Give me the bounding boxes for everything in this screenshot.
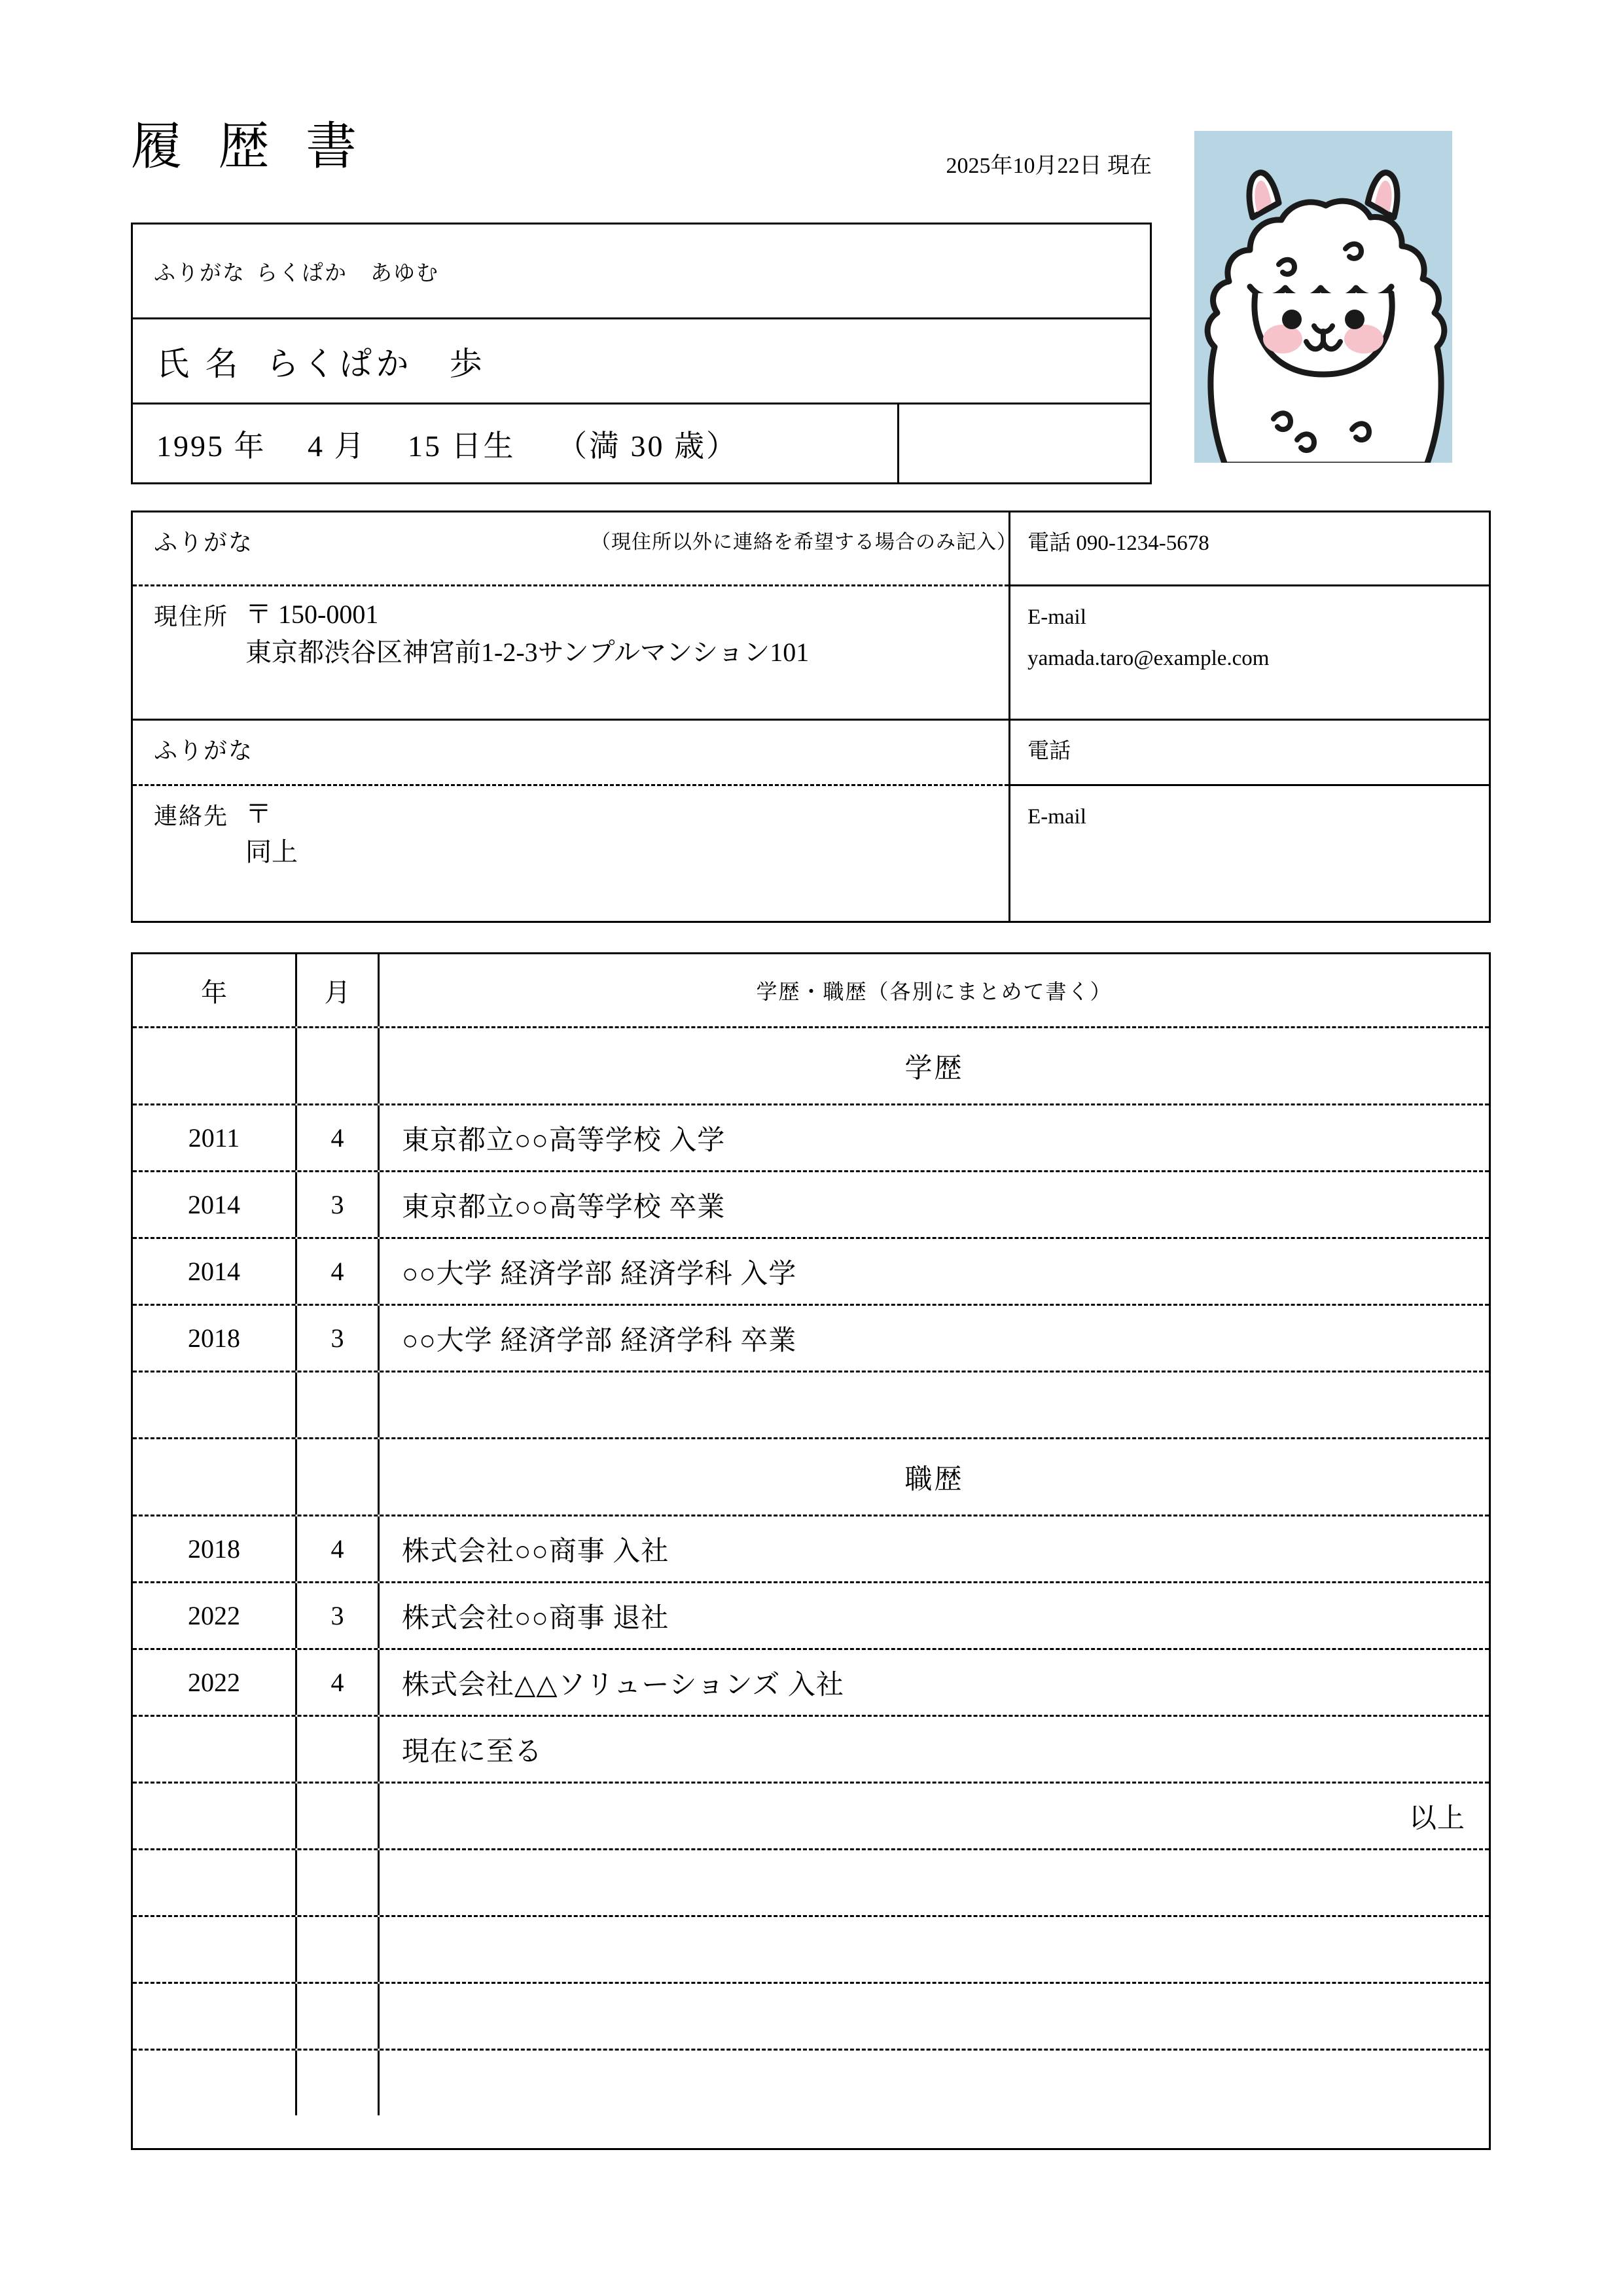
history-month-cell	[295, 2051, 378, 2115]
contact-furigana-row	[133, 719, 1489, 784]
name-value: らくぱか 歩	[266, 345, 486, 382]
table-row	[133, 1581, 1489, 1648]
history-month-cell: 4	[295, 1516, 378, 1581]
table-row	[133, 1304, 1489, 1371]
phone-primary-line	[1010, 512, 1209, 584]
history-year-cell: 2014	[188, 1257, 240, 1286]
history-description-cell: ○○大学 経済学部 経済学科 卒業	[378, 1306, 1489, 1371]
gender-stamp-cell	[897, 404, 1150, 482]
address-cell	[133, 584, 1008, 719]
history-month-cell	[295, 1917, 378, 1982]
history-description-cell: 東京都立○○高等学校 入学	[378, 1105, 1489, 1170]
contact-body	[228, 786, 298, 923]
history-month-cell	[295, 1439, 378, 1515]
phone-secondary-cell	[1008, 719, 1489, 784]
contact-note: （現住所以外に連絡を希望する場合のみ記入）	[591, 531, 1017, 553]
history-year-cell	[133, 1028, 295, 1103]
birthdate-cell	[133, 404, 897, 482]
history-description-cell: 東京都立○○高等学校 卒業	[378, 1172, 1489, 1237]
history-description-cell	[378, 1372, 1489, 1437]
birthdate-value: 1995 年 4 月 15 日生 （満 30 歳）	[156, 429, 738, 463]
history-description-cell: 株式会社△△ソリューションズ 入社	[378, 1650, 1489, 1715]
phone-primary-value: 090-1234-5678	[1076, 531, 1209, 555]
table-row	[133, 1170, 1489, 1237]
email-primary-value: yamada.taro@example.com	[1027, 646, 1270, 670]
table-row	[133, 1515, 1489, 1581]
history-month-cell	[295, 1984, 378, 2049]
history-year-cell	[133, 2051, 295, 2115]
furigana-name-row	[133, 224, 1150, 317]
history-month-cell: 4	[295, 1650, 378, 1715]
email-secondary-block	[1010, 786, 1086, 923]
history-section-heading: 学歴	[378, 1028, 1489, 1103]
contact-furigana-label: ふりがな	[154, 738, 254, 764]
history-header-month: 月	[295, 954, 378, 1026]
table-row	[133, 1982, 1489, 2049]
document-date: 2025年10月22日 現在	[946, 154, 1152, 178]
history-month-cell	[295, 1850, 378, 1915]
history-header-description: 学歴・職歴（各別にまとめて書く）	[378, 954, 1489, 1026]
history-year-cell	[133, 1439, 295, 1515]
history-section-heading: 職歴	[378, 1439, 1489, 1515]
email-secondary-label: E-mail	[1027, 805, 1086, 829]
history-description-cell	[378, 1850, 1489, 1915]
history-year-cell	[133, 1917, 295, 1982]
page-title: 履 歴 書	[131, 118, 369, 175]
history-month-cell: 3	[295, 1306, 378, 1371]
history-header-row	[133, 954, 1489, 1026]
history-month-cell: 4	[295, 1239, 378, 1304]
history-month-cell	[295, 1028, 378, 1103]
name-info-table	[131, 223, 1152, 484]
table-row	[133, 1026, 1489, 1103]
address-row	[133, 584, 1489, 719]
history-description-cell: 現在に至る	[378, 1717, 1489, 1782]
phone-secondary-label: 電話	[1027, 740, 1071, 763]
history-description-cell: 以上	[378, 1784, 1489, 1848]
history-year-cell: 2014	[188, 1190, 240, 1219]
contact-furigana-cell	[133, 719, 1008, 784]
furigana-name-cell	[133, 224, 1150, 317]
postal-code-line: 〒 150-0001	[245, 600, 379, 629]
table-row	[133, 1648, 1489, 1715]
history-year-cell: 2018	[188, 1534, 240, 1564]
name-label-and-value	[133, 338, 486, 385]
address-contact-table	[131, 511, 1491, 923]
contact-label: 連絡先	[154, 803, 229, 829]
history-year-cell	[133, 1984, 295, 2049]
table-row	[133, 1782, 1489, 1848]
history-description-cell: ○○大学 経済学部 経済学科 入学	[378, 1239, 1489, 1304]
name-cell	[133, 319, 1150, 403]
alpaca-illustration	[1194, 131, 1452, 463]
history-year-cell	[133, 1717, 295, 1782]
history-description-cell: 株式会社○○商事 入社	[378, 1516, 1489, 1581]
history-month-cell	[295, 1784, 378, 1848]
address-body	[228, 586, 809, 719]
history-month-cell: 3	[295, 1583, 378, 1648]
history-year-cell	[133, 1372, 295, 1437]
name-row	[133, 317, 1150, 403]
address-label: 現住所	[154, 603, 229, 630]
address-line: 東京都渋谷区神宮前1-2-3サンプルマンション101	[245, 637, 810, 667]
history-description-cell: 株式会社○○商事 退社	[378, 1583, 1489, 1648]
phone-primary-label: 電話	[1027, 531, 1071, 555]
history-rows-container	[133, 1026, 1489, 2115]
phone-secondary-line	[1010, 721, 1076, 784]
table-row	[133, 1371, 1489, 1437]
email-primary-cell	[1008, 584, 1489, 719]
applicant-photo	[1194, 131, 1452, 463]
history-year-cell	[133, 1784, 295, 1848]
email-primary-block	[1010, 586, 1269, 719]
history-description-cell	[378, 1984, 1489, 2049]
history-description-cell	[378, 1917, 1489, 1982]
history-month-cell: 4	[295, 1105, 378, 1170]
document-header	[131, 118, 1152, 200]
history-month-cell	[295, 1372, 378, 1437]
email-primary-label: E-mail	[1027, 605, 1086, 629]
name-label: 氏 名	[156, 345, 242, 382]
table-row	[133, 1237, 1489, 1304]
table-row	[133, 1103, 1489, 1170]
history-year-cell	[133, 1850, 295, 1915]
history-year-cell: 2011	[188, 1123, 240, 1153]
email-secondary-cell	[1008, 784, 1489, 923]
history-year-cell: 2018	[188, 1323, 240, 1353]
table-row	[133, 1848, 1489, 1915]
table-row	[133, 1915, 1489, 1982]
table-row	[133, 1437, 1489, 1515]
phone-primary-cell	[1008, 512, 1489, 584]
contact-postal-symbol: 〒	[245, 799, 272, 829]
table-row	[133, 2049, 1489, 2115]
furigana-label: ふりがな	[154, 261, 245, 285]
table-row	[133, 1715, 1489, 1782]
history-year-cell: 2022	[188, 1601, 240, 1630]
history-year-cell: 2022	[188, 1668, 240, 1697]
history-description-cell	[378, 2051, 1489, 2115]
contact-value: 同上	[245, 837, 298, 867]
history-header-year: 年	[201, 977, 227, 1007]
history-month-cell: 3	[295, 1172, 378, 1237]
education-work-history-table	[131, 952, 1491, 2150]
birthdate-row	[133, 403, 1150, 482]
address-furigana-label: ふりがな	[154, 529, 254, 556]
furigana-value: らくぱか あゆむ	[256, 261, 439, 285]
history-month-cell	[295, 1717, 378, 1782]
